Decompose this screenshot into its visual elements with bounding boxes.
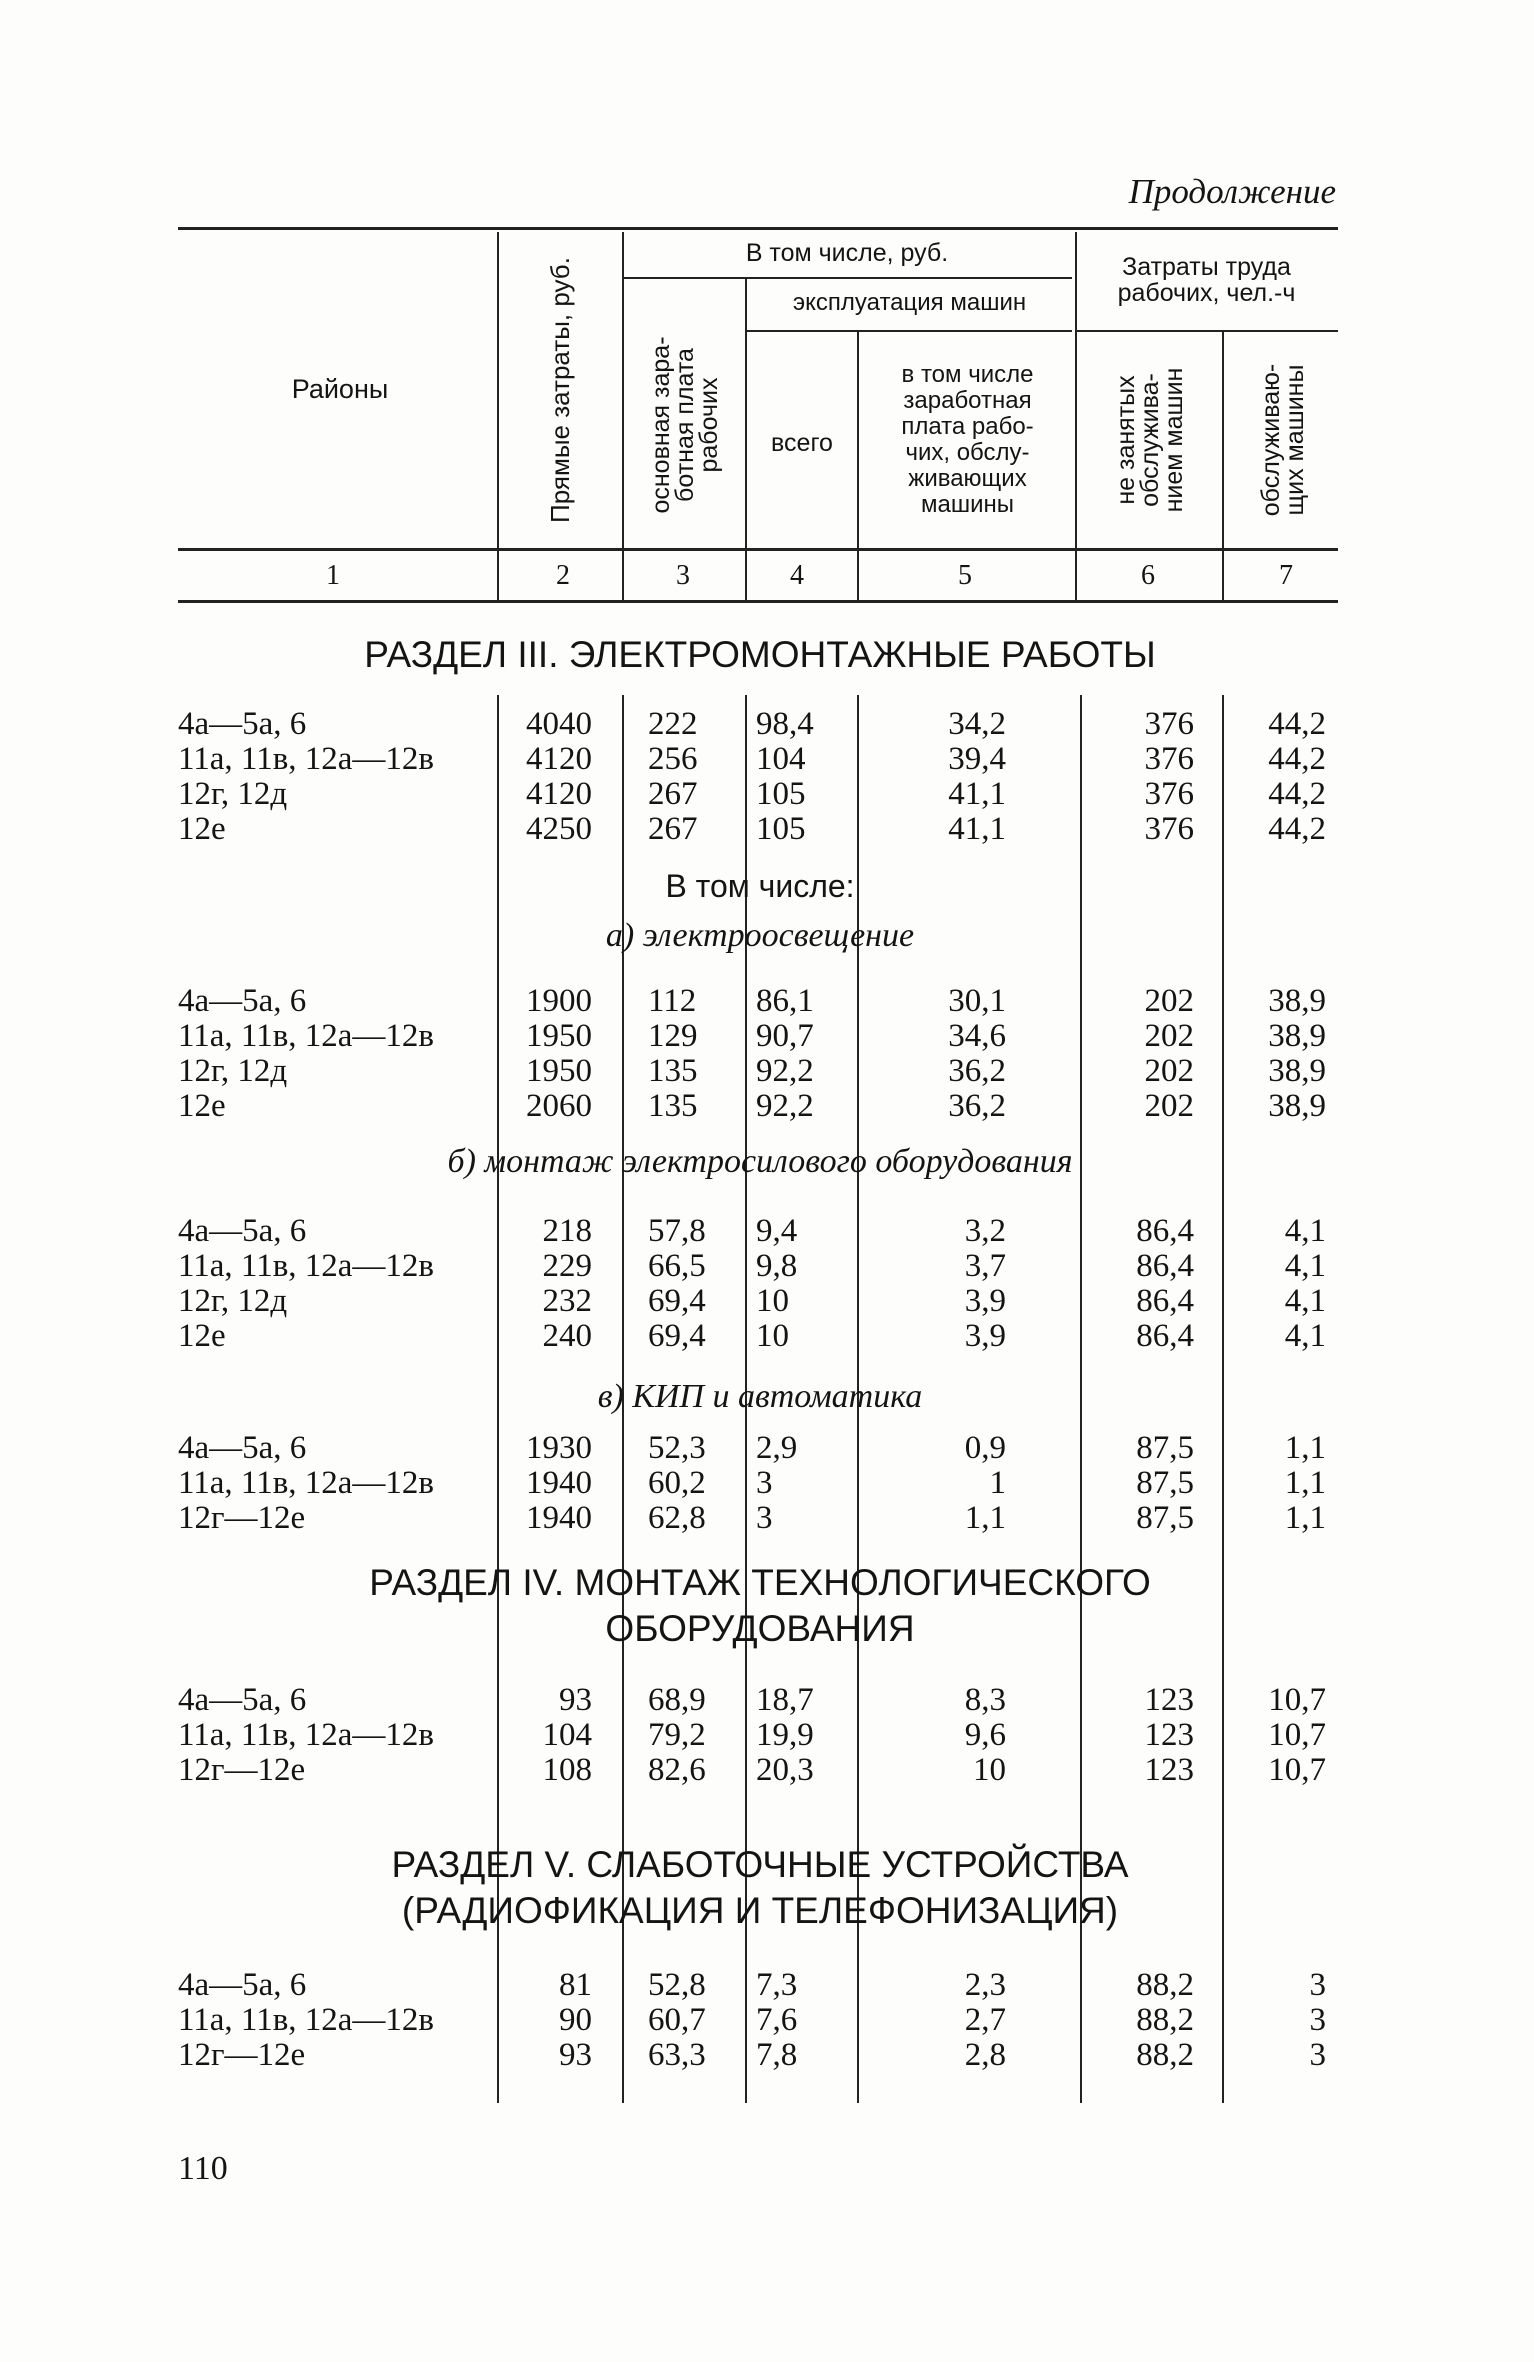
cell-machine-wage: 39,4	[948, 741, 1006, 777]
cell-district: 12г, 12д	[178, 1053, 288, 1089]
cell-direct: 4120	[526, 776, 592, 812]
cell-direct: 1940	[526, 1500, 592, 1536]
cell-wage: 267	[648, 776, 698, 812]
cell-labor-b: 44,2	[1268, 741, 1326, 777]
cell-machine-wage: 41,1	[948, 776, 1006, 812]
cell-labor-a: 87,5	[1136, 1430, 1194, 1466]
table-row	[0, 1753, 1534, 1788]
cell-labor-b: 38,9	[1268, 983, 1326, 1019]
cell-machine-wage: 30,1	[948, 983, 1006, 1019]
cell-district: 11а, 11в, 12а—12в	[178, 1018, 435, 1054]
cell-labor-b: 10,7	[1268, 1717, 1326, 1753]
cell-labor-a: 376	[1144, 776, 1194, 812]
table-row	[0, 1319, 1534, 1354]
cell-machines: 98,4	[756, 706, 814, 742]
cell-wage: 52,8	[648, 1967, 706, 2003]
cell-labor-b: 4,1	[1284, 1213, 1326, 1249]
table-row	[0, 742, 1534, 777]
cell-machine-wage: 0,9	[964, 1430, 1006, 1466]
cell-machine-wage: 34,2	[948, 706, 1006, 742]
cell-labor-b: 44,2	[1268, 811, 1326, 847]
cell-machines: 92,2	[756, 1053, 814, 1089]
cell-machines: 90,7	[756, 1018, 814, 1054]
cell-labor-b: 3	[1309, 1967, 1326, 2003]
section-iv-title-line1: РАЗДЕЛ IV. МОНТАЖ ТЕХНОЛОГИЧЕСКОГО	[369, 1562, 1151, 1603]
table-row	[0, 1683, 1534, 1718]
cell-labor-a: 202	[1144, 1088, 1194, 1124]
cell-wage: 135	[648, 1053, 698, 1089]
cell-machines: 18,7	[756, 1682, 814, 1718]
cell-district: 4а—5а, 6	[178, 983, 307, 1019]
incl-rule	[622, 277, 1072, 279]
cell-machines: 20,3	[756, 1752, 814, 1788]
header-machine-wage: в том числе заработная плата рабо-чих, обслу-живающих машины	[901, 361, 1034, 518]
cell-machine-wage: 36,2	[948, 1053, 1006, 1089]
colnum-5: 5	[958, 560, 972, 591]
cell-machines: 105	[756, 776, 806, 812]
cell-direct: 4040	[526, 706, 592, 742]
cell-machines: 92,2	[756, 1088, 814, 1124]
cell-labor-b: 44,2	[1268, 706, 1326, 742]
cell-direct: 232	[542, 1283, 592, 1319]
cell-machine-wage: 1	[989, 1465, 1006, 1501]
cell-machines: 9,4	[756, 1213, 798, 1249]
subsection-a-title: а) электроосвещение	[605, 917, 915, 954]
cell-district: 12г—12е	[178, 1752, 306, 1788]
cell-wage: 79,2	[648, 1717, 706, 1753]
cell-machines: 3	[756, 1465, 773, 1501]
subsection-v-title: в) КИП и автоматика	[597, 1378, 923, 1415]
cell-machine-wage: 3,2	[964, 1213, 1006, 1249]
section-iv-title-line2: ОБОРУДОВАНИЯ	[605, 1608, 915, 1649]
cell-wage: 60,7	[648, 2002, 706, 2038]
cell-wage: 62,8	[648, 1500, 706, 1536]
colnum-4: 4	[790, 560, 804, 591]
cell-machines: 7,3	[756, 1967, 798, 2003]
hdr-v1	[497, 232, 499, 600]
page-number: 110	[178, 2150, 228, 2187]
cell-machine-wage: 34,6	[948, 1018, 1006, 1054]
cell-machine-wage: 3,7	[964, 1248, 1006, 1284]
table-row	[0, 1466, 1534, 1501]
cell-direct: 4250	[526, 811, 592, 847]
cell-wage: 57,8	[648, 1213, 706, 1249]
cell-labor-b: 4,1	[1284, 1318, 1326, 1354]
cell-machine-wage: 2,7	[964, 2002, 1006, 2038]
table-top-rule	[178, 227, 1338, 230]
cell-labor-a: 123	[1144, 1717, 1194, 1753]
cell-labor-b: 1,1	[1284, 1500, 1326, 1536]
cell-wage: 112	[648, 983, 697, 1019]
cell-labor-a: 86,4	[1136, 1213, 1194, 1249]
cell-labor-a: 88,2	[1136, 2002, 1194, 2038]
cell-labor-a: 376	[1144, 706, 1194, 742]
table-row	[0, 1054, 1534, 1089]
table-row	[0, 707, 1534, 742]
cell-machine-wage: 9,6	[964, 1717, 1006, 1753]
header-base-wage: основная зара-ботная плата рабочих	[647, 336, 723, 514]
cell-labor-a: 86,4	[1136, 1283, 1194, 1319]
cell-labor-b: 38,9	[1268, 1088, 1326, 1124]
cell-machines: 7,6	[756, 2002, 798, 2038]
cell-labor-a: 86,4	[1136, 1248, 1194, 1284]
table-row	[0, 1249, 1534, 1284]
cell-labor-b: 1,1	[1284, 1465, 1326, 1501]
cell-direct: 218	[542, 1213, 592, 1249]
hdr-v4	[857, 330, 859, 600]
cell-labor-b: 1,1	[1284, 1430, 1326, 1466]
cell-labor-b: 10,7	[1268, 1752, 1326, 1788]
hdr-v2	[622, 232, 624, 600]
cell-direct: 93	[559, 2037, 592, 2073]
cell-wage: 82,6	[648, 1752, 706, 1788]
cell-wage: 66,5	[648, 1248, 706, 1284]
cell-district: 11а, 11в, 12а—12в	[178, 1465, 435, 1501]
cell-district: 12е	[178, 811, 226, 847]
table-row	[0, 1968, 1534, 2003]
cell-labor-b: 4,1	[1284, 1248, 1326, 1284]
cell-district: 4а—5а, 6	[178, 1213, 307, 1249]
cell-wage: 267	[648, 811, 698, 847]
header-direct-costs: Прямые затраты, руб.	[545, 257, 575, 523]
cell-labor-a: 202	[1144, 1053, 1194, 1089]
cell-district: 11а, 11в, 12а—12в	[178, 2002, 435, 2038]
cell-labor-a: 88,2	[1136, 1967, 1194, 2003]
including-label: В том числе:	[665, 868, 855, 904]
labor-rule	[1075, 330, 1338, 332]
header-not-machine: не занятых обслужива-нием машин	[1112, 367, 1188, 513]
cell-wage: 69,4	[648, 1283, 706, 1319]
cell-machine-wage: 2,3	[964, 1967, 1006, 2003]
colnum-3: 3	[676, 560, 690, 591]
cell-labor-a: 87,5	[1136, 1500, 1194, 1536]
cell-district: 12г, 12д	[178, 1283, 288, 1319]
cell-machines: 9,8	[756, 1248, 798, 1284]
cell-labor-a: 376	[1144, 811, 1194, 847]
cell-direct: 93	[559, 1682, 592, 1718]
table-row	[0, 777, 1534, 812]
cell-wage: 129	[648, 1018, 698, 1054]
header-total: всего	[771, 429, 833, 457]
table-row	[0, 1501, 1534, 1536]
table-row	[0, 984, 1534, 1019]
cell-direct: 2060	[526, 1088, 592, 1124]
cell-district: 4а—5а, 6	[178, 706, 307, 742]
cell-machines: 2,9	[756, 1430, 798, 1466]
header-labor-costs: Затраты труда рабочих, чел.-ч	[1117, 253, 1296, 307]
cell-direct: 1950	[526, 1018, 592, 1054]
table-row	[0, 1089, 1534, 1124]
colnum-1: 1	[326, 560, 340, 591]
colnum-6: 6	[1141, 560, 1155, 591]
cell-labor-b: 38,9	[1268, 1018, 1326, 1054]
cell-machines: 3	[756, 1500, 773, 1536]
cell-wage: 60,2	[648, 1465, 706, 1501]
cell-direct: 4120	[526, 741, 592, 777]
cell-district: 11а, 11в, 12а—12в	[178, 741, 435, 777]
cell-labor-b: 38,9	[1268, 1053, 1326, 1089]
cell-labor-b: 4,1	[1284, 1283, 1326, 1319]
cell-labor-a: 123	[1144, 1752, 1194, 1788]
cell-labor-a: 123	[1144, 1682, 1194, 1718]
cell-machines: 10	[756, 1318, 789, 1354]
cell-district: 4а—5а, 6	[178, 1682, 307, 1718]
cell-machines: 10	[756, 1283, 789, 1319]
table-row	[0, 1284, 1534, 1319]
cell-district: 12е	[178, 1088, 226, 1124]
cell-machine-wage: 3,9	[964, 1283, 1006, 1319]
header-districts: Районы	[291, 374, 389, 404]
cell-labor-b: 3	[1309, 2002, 1326, 2038]
cell-labor-a: 88,2	[1136, 2037, 1194, 2073]
colnum-7: 7	[1279, 560, 1293, 591]
colnum-2: 2	[556, 560, 570, 591]
table-row	[0, 812, 1534, 847]
cell-machines: 7,8	[756, 2037, 798, 2073]
cell-labor-a: 86,4	[1136, 1318, 1194, 1354]
cell-direct: 104	[542, 1717, 592, 1753]
cell-machine-wage: 10	[973, 1752, 1006, 1788]
cell-wage: 69,4	[648, 1318, 706, 1354]
cell-district: 12г—12е	[178, 2037, 306, 2073]
cell-district: 11а, 11в, 12а—12в	[178, 1717, 435, 1753]
cell-labor-b: 44,2	[1268, 776, 1326, 812]
cell-wage: 256	[648, 741, 698, 777]
table-row	[0, 2003, 1534, 2038]
cell-district: 4а—5а, 6	[178, 1430, 307, 1466]
cell-labor-b: 3	[1309, 2037, 1326, 2073]
hdr-v6	[1222, 330, 1224, 600]
colnum-bottom-rule	[178, 600, 1338, 603]
table-row	[0, 1019, 1534, 1054]
cell-labor-b: 10,7	[1268, 1682, 1326, 1718]
cell-district: 12г—12е	[178, 1500, 306, 1536]
table-row	[0, 1214, 1534, 1249]
cell-labor-a: 202	[1144, 1018, 1194, 1054]
cell-direct: 1950	[526, 1053, 592, 1089]
cell-machine-wage: 1,1	[964, 1500, 1006, 1536]
cell-direct: 1930	[526, 1430, 592, 1466]
continuation-label: Продолжение	[1128, 172, 1336, 211]
cell-machine-wage: 8,3	[964, 1682, 1006, 1718]
section-v-title-line2: (РАДИОФИКАЦИЯ И ТЕЛЕФОНИЗАЦИЯ)	[401, 1890, 1119, 1931]
header-machine-serving: обслуживаю-щих машины	[1257, 363, 1309, 517]
cell-direct: 240	[542, 1318, 592, 1354]
header-including: В том числе, руб.	[745, 239, 949, 267]
table-row	[0, 1718, 1534, 1753]
cell-machines: 105	[756, 811, 806, 847]
cell-machine-wage: 3,9	[964, 1318, 1006, 1354]
header-bottom-rule	[178, 548, 1338, 551]
cell-direct: 81	[559, 1967, 592, 2003]
cell-machines: 86,1	[756, 983, 814, 1019]
cell-machines: 104	[756, 741, 806, 777]
cell-district: 4а—5а, 6	[178, 1967, 307, 2003]
section-iii-title: РАЗДЕЛ III. ЭЛЕКТРОМОНТАЖНЫЕ РАБОТЫ	[364, 634, 1156, 675]
cell-wage: 68,9	[648, 1682, 706, 1718]
cell-machine-wage: 36,2	[948, 1088, 1006, 1124]
subsection-b-title: б) монтаж электросилового оборудования	[447, 1143, 1073, 1180]
cell-wage: 135	[648, 1088, 698, 1124]
cell-labor-a: 376	[1144, 741, 1194, 777]
cell-machine-wage: 41,1	[948, 811, 1006, 847]
table-row	[0, 2038, 1534, 2073]
cell-wage: 63,3	[648, 2037, 706, 2073]
cell-labor-a: 87,5	[1136, 1465, 1194, 1501]
cell-district: 11а, 11в, 12а—12в	[178, 1248, 435, 1284]
header-machine-operation: эксплуатация машин	[792, 289, 1027, 316]
cell-machines: 19,9	[756, 1717, 814, 1753]
cell-district: 12е	[178, 1318, 226, 1354]
table-row	[0, 1431, 1534, 1466]
section-v-title-line1: РАЗДЕЛ V. СЛАБОТОЧНЫЕ УСТРОЙСТВА	[391, 1844, 1129, 1885]
cell-machine-wage: 2,8	[964, 2037, 1006, 2073]
cell-direct: 108	[542, 1752, 592, 1788]
cell-direct: 229	[542, 1248, 592, 1284]
machines-rule	[745, 330, 1072, 332]
cell-wage: 52,3	[648, 1430, 706, 1466]
cell-direct: 1940	[526, 1465, 592, 1501]
cell-direct: 1900	[526, 983, 592, 1019]
cell-wage: 222	[648, 706, 698, 742]
cell-direct: 90	[559, 2002, 592, 2038]
cell-labor-a: 202	[1144, 983, 1194, 1019]
cell-district: 12г, 12д	[178, 776, 288, 812]
